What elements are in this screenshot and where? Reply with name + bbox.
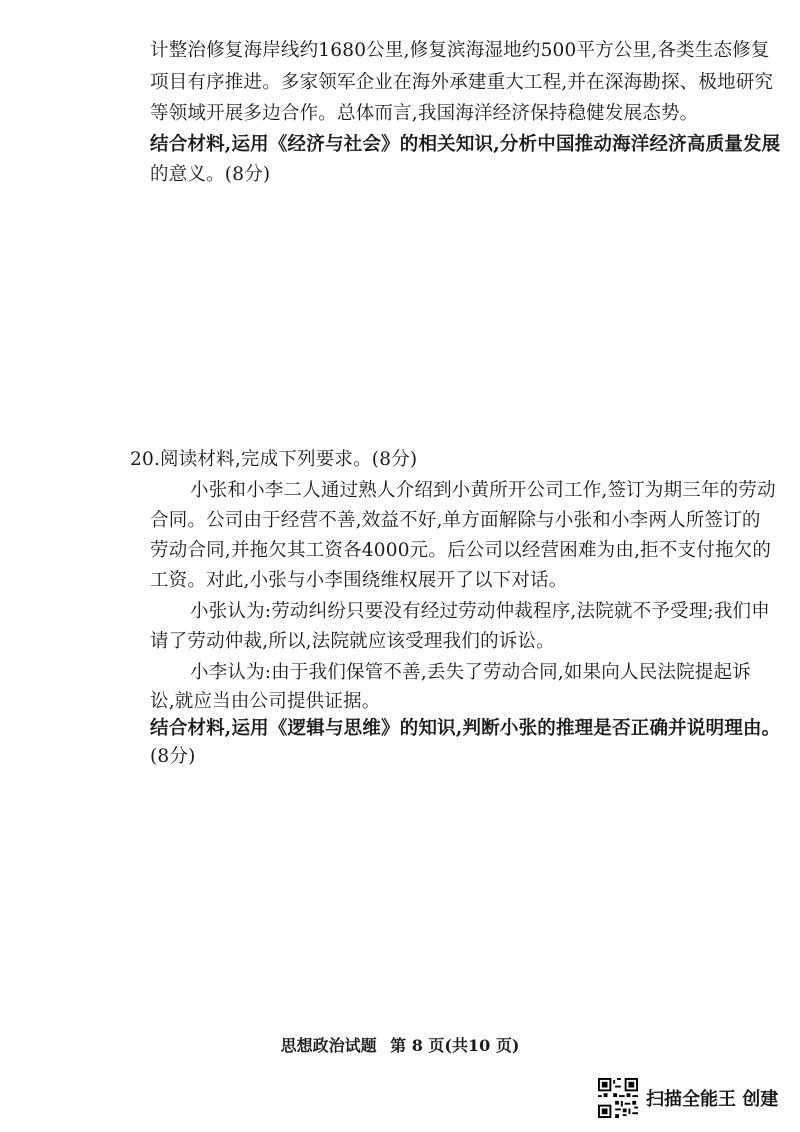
q19-prompt-line-2: 的意义。(8分) bbox=[150, 164, 271, 185]
q20-li-line-2: 讼,就应当由公司提供证据。 bbox=[150, 691, 381, 712]
q19-prompt-line-1: 结合材料,运用《经济与社会》的相关知识,分析中国推动海洋经济高质量发展 bbox=[150, 134, 781, 155]
q20-zhang-line-2: 请了劳动仲裁,所以,法院就应该受理我们的诉讼。 bbox=[150, 631, 555, 652]
q20-header: 20.阅读材料,完成下列要求。(8分) bbox=[130, 449, 418, 470]
q20-zhang-line-1: 小张认为:劳动纠纷只要没有经过劳动仲裁程序,法院就不予受理;我们申 bbox=[190, 601, 770, 622]
passage-line-3: 等领域开展多边合作。总体而言,我国海洋经济保持稳健发展态势。 bbox=[150, 103, 699, 124]
q20-li-line-1: 小李认为:由于我们保管不善,丢失了劳动合同,如果向人民法院提起诉 bbox=[190, 662, 751, 683]
page-footer bbox=[0, 1035, 800, 1057]
footer-page-number: 第 8 页(共10 页) bbox=[390, 1036, 520, 1055]
watermark-text: 扫描全能王 创建 bbox=[646, 1089, 779, 1110]
q20-material-line-3: 劳动合同,并拖欠其工资各4000元。后公司以经营困难为由,拒不支付拖欠的 bbox=[150, 540, 772, 561]
q20-prompt-line-2: (8分) bbox=[150, 746, 196, 767]
footer-subject: 思想政治试题 bbox=[280, 1036, 377, 1055]
qr-code-icon bbox=[598, 1078, 638, 1118]
scanner-watermark bbox=[598, 1078, 778, 1118]
passage-line-1: 计整治修复海岸线约1680公里,修复滨海湿地约500平方公里,各类生态修复 bbox=[150, 40, 770, 61]
passage-line-2: 项目有序推进。多家领军企业在海外承建重大工程,并在深海勘探、极地研究 bbox=[150, 72, 774, 93]
q20-material-line-1: 小张和小李二人通过熟人介绍到小黄所开公司工作,签订为期三年的劳动 bbox=[190, 480, 776, 501]
q20-material-line-4: 工资。对此,小张与小李围绕维权展开了以下对话。 bbox=[150, 570, 568, 591]
q20-prompt-line-1: 结合材料,运用《逻辑与思维》的知识,判断小张的推理是否正确并说明理由。 bbox=[150, 718, 781, 739]
q20-material-line-2: 合同。公司由于经营不善,效益不好,单方面解除与小张和小李两人所签订的 bbox=[150, 510, 761, 531]
